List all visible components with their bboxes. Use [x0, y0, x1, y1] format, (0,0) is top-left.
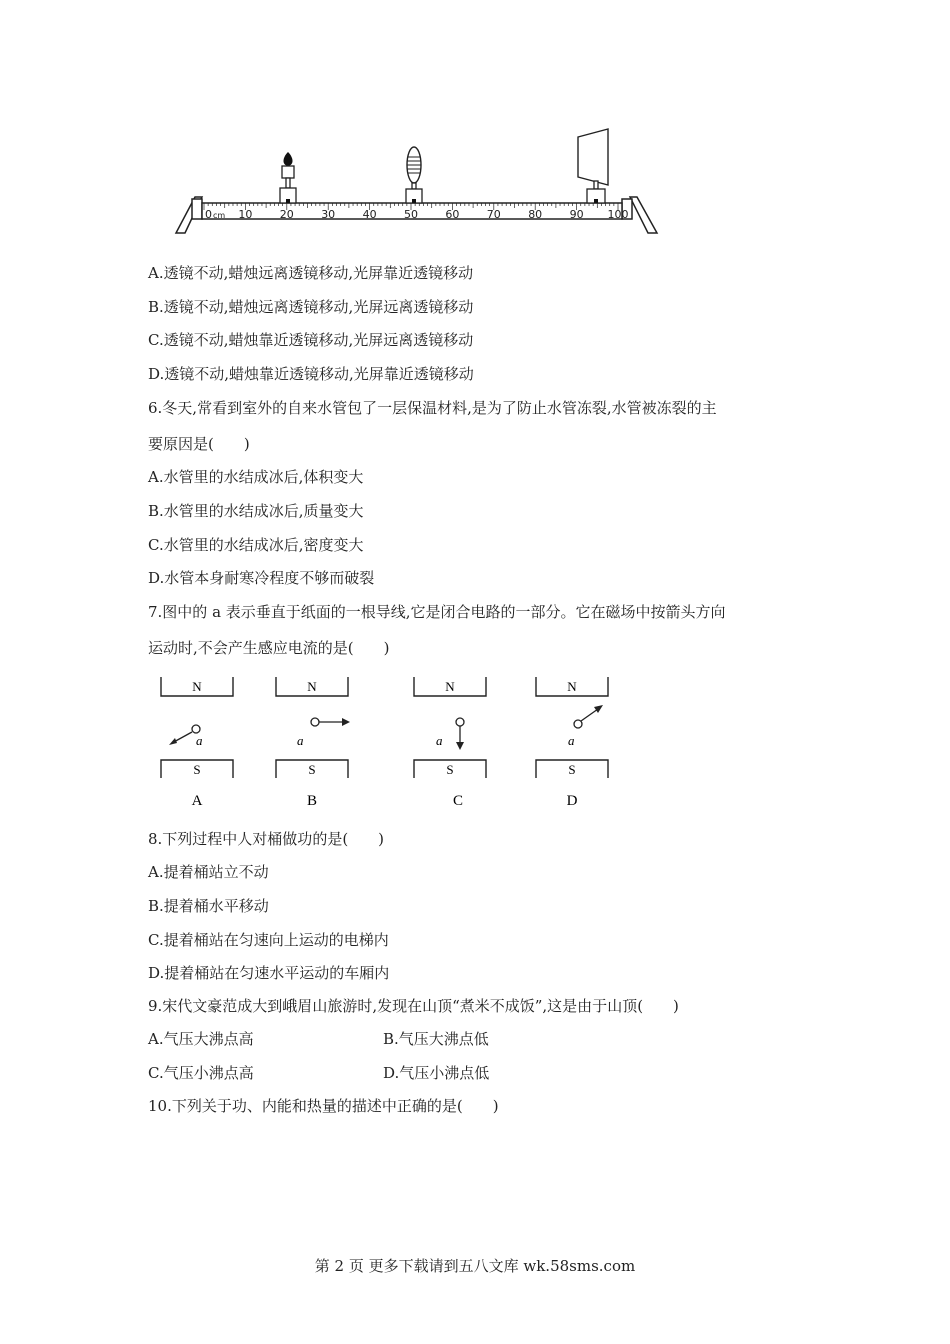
convex-lens [406, 147, 422, 203]
wire-label: a [568, 733, 575, 748]
q9-option-b: B.气压大沸点低 [383, 1030, 489, 1048]
q5-option-a: A.透镜不动,蜡烛远离透镜移动,光屏靠近透镜移动 [148, 264, 474, 282]
q7-figure-b [270, 672, 360, 812]
scale-tick-label: 80 [528, 208, 543, 221]
north-pole-label: N [192, 679, 202, 694]
q8-option-a: A.提着桶站立不动 [148, 863, 269, 881]
north-pole-label: N [307, 679, 317, 694]
q7-stem-line2: 运动时,不会产生感应电流的是( ) [148, 639, 390, 657]
figure-label: D [566, 793, 578, 809]
bench-right-leg [630, 197, 657, 233]
q5-option-c: C.透镜不动,蜡烛靠近透镜移动,光屏远离透镜移动 [148, 331, 474, 349]
scale-tick-label: 60 [445, 208, 460, 221]
wire-a [574, 720, 582, 728]
q9-option-c: C.气压小沸点高 [148, 1064, 254, 1082]
light-screen [578, 129, 608, 203]
q7-stem-line1: 7.图中的 a 表示垂直于纸面的一根导线,它是闭合电路的一部分。它在磁场中按箭头方向 [148, 603, 726, 621]
south-pole-label: S [193, 762, 201, 777]
q8-stem: 8.下列过程中人对桶做功的是( ) [148, 830, 385, 848]
q6-option-c: C.水管里的水结成冰后,密度变大 [148, 536, 364, 554]
scale-unit-label: cm [213, 211, 226, 220]
scale-tick-label: 10 [238, 208, 253, 221]
north-pole-label: N [567, 679, 577, 694]
wire-a [192, 725, 200, 733]
q7-figure-c [408, 672, 498, 812]
q10-stem: 10.下列关于功、内能和热量的描述中正确的是( ) [148, 1097, 499, 1115]
wire-a [456, 718, 464, 726]
scale-tick-label: 70 [486, 208, 501, 221]
q5-option-d: D.透镜不动,蜡烛靠近透镜移动,光屏靠近透镜移动 [148, 365, 474, 383]
wire-label: a [297, 733, 304, 748]
q7-figure-a [155, 672, 245, 812]
figure-label: B [306, 793, 318, 809]
q7-figure-d [530, 672, 620, 812]
q5-option-b: B.透镜不动,蜡烛远离透镜移动,光屏远离透镜移动 [148, 298, 474, 316]
q6-option-b: B.水管里的水结成冰后,质量变大 [148, 502, 364, 520]
scale-tick-label: 40 [362, 208, 377, 221]
q8-option-d: D.提着桶站在匀速水平运动的车厢内 [148, 964, 390, 982]
scale-tick-label: 0 [205, 208, 212, 221]
south-pole-label: S [446, 762, 454, 777]
q6-option-d: D.水管本身耐寒冷程度不够而破裂 [148, 569, 375, 587]
wire-label: a [196, 733, 203, 748]
wire-label: a [436, 733, 443, 748]
south-pole-label: S [308, 762, 316, 777]
south-pole-label: S [568, 762, 576, 777]
q9-option-a: A.气压大沸点高 [148, 1030, 254, 1048]
motion-arrow [342, 718, 350, 726]
wire-a [311, 718, 319, 726]
scale-tick-label: 30 [321, 208, 336, 221]
q6-option-a: A.水管里的水结成冰后,体积变大 [148, 468, 364, 486]
scale-tick-label: 90 [569, 208, 584, 221]
optical-bench-figure [170, 125, 670, 245]
scale-tick-label: 100 [607, 208, 629, 221]
optical-bench-diagram [170, 125, 670, 245]
motion-arrow [594, 705, 603, 713]
motion-arrow [456, 742, 464, 750]
scale-tick-label: 20 [279, 208, 294, 221]
motion-arrow [169, 738, 177, 745]
q9-option-d: D.气压小沸点低 [383, 1064, 490, 1082]
candle-flame [284, 152, 293, 166]
candle [280, 152, 296, 203]
figure-label: C [452, 793, 464, 809]
q9-stem: 9.宋代文豪范成大到峨眉山旅游时,发现在山顶“煮米不成饭”,这是由于山顶( ) [148, 997, 679, 1015]
page-footer: 第 2 页 更多下载请到五八文库 wk.58sms.com [314, 1257, 636, 1275]
figure-label: A [191, 793, 203, 809]
q6-stem-line1: 6.冬天,常看到室外的自来水管包了一层保温材料,是为了防止水管冻裂,水管被冻裂的主 [148, 399, 717, 417]
bench-left-cap [192, 199, 202, 219]
q8-option-b: B.提着桶水平移动 [148, 897, 269, 915]
scale-tick-label: 50 [404, 208, 418, 221]
north-pole-label: N [445, 679, 455, 694]
q6-stem-line2: 要原因是( ) [148, 435, 250, 453]
q8-option-c: C.提着桶站在匀速向上运动的电梯内 [148, 931, 389, 949]
